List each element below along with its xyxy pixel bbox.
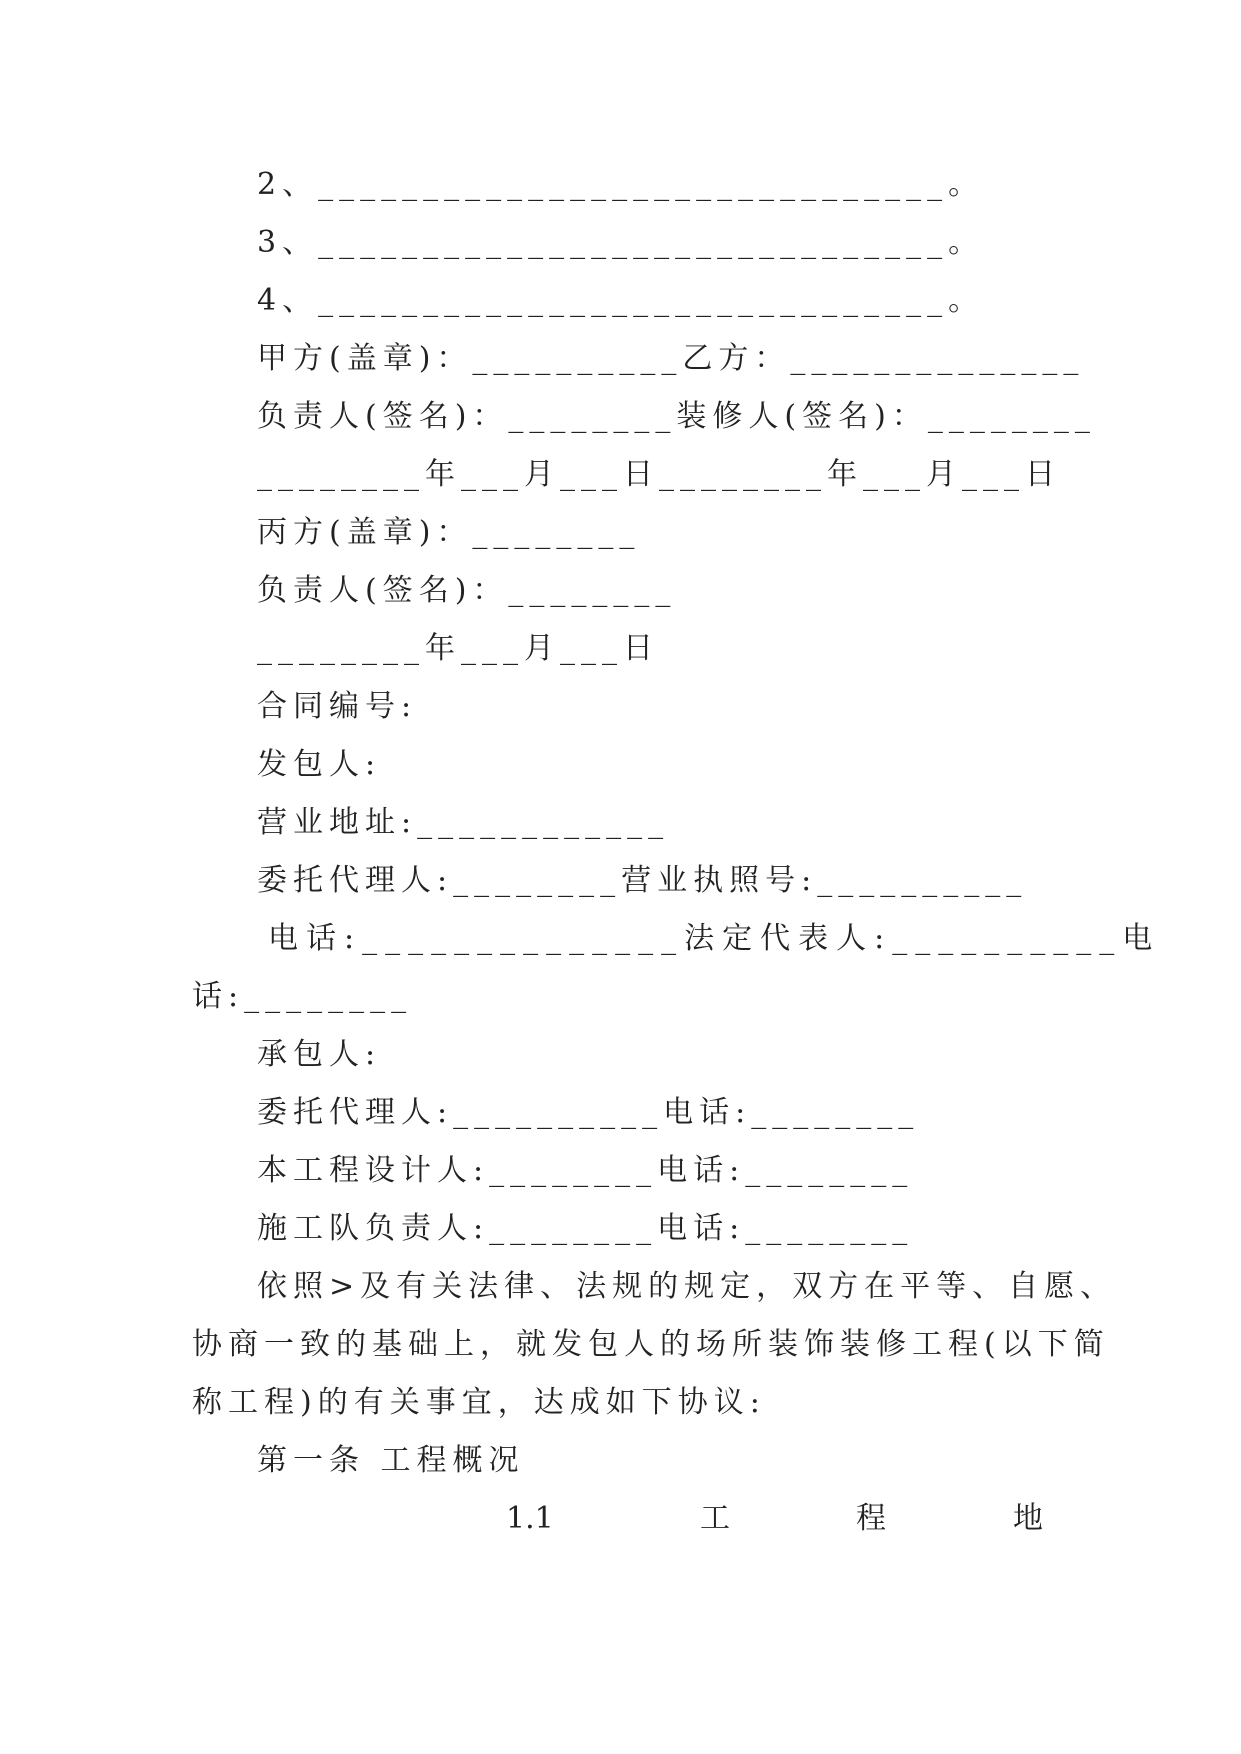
legal-rep-label: 法定代表人:__________ (684, 921, 1123, 956)
designer-phone: 本工程设计人:________电话:________ (257, 1153, 914, 1188)
phone-legal-rep-row (268, 921, 1153, 956)
team-leader-phone: 施工队负责人:________电话:________ (257, 1211, 914, 1246)
clause-1-1-char-2: 程 (856, 1501, 886, 1536)
signature-responsible-c: 负责人(签名)：________ (257, 573, 677, 608)
phone-label-wrap: 电 (1122, 921, 1153, 956)
clause-1-1-number: 1.1 (506, 1501, 554, 1536)
phone-label: 电话:______________ (268, 921, 685, 956)
date-line-1: ________年___月___日________年___月___日 (257, 457, 1061, 492)
clause-1-1-char-1: 工 (700, 1501, 730, 1536)
paragraph-line-2: 协商一致的基础上，就发包人的场所装饰装修工程(以下简 (192, 1327, 1110, 1362)
business-address: 营业地址:____________ (257, 805, 670, 840)
paragraph-line-3: 称工程)的有关事宜，达成如下协议: (192, 1385, 766, 1420)
signature-responsible-decorator: 负责人(签名)：________装修人(签名)：________ (257, 399, 1096, 434)
agent-license: 委托代理人:________营业执照号:__________ (257, 863, 1028, 898)
article-1-heading: 第一条 工程概况 (257, 1443, 525, 1478)
contractor-label: 承包人: (257, 1037, 382, 1072)
contract-number-label: 合同编号: (257, 689, 418, 724)
list-item-2: 2、______________________________。 (257, 167, 985, 202)
paragraph-line-1: 依照>及有关法律、法规的规定，双方在平等、自愿、 (257, 1269, 1117, 1304)
signature-party-c: 丙方(盖章)：________ (257, 515, 641, 550)
signature-party-a-b: 甲方(盖章)：__________乙方：______________ (257, 341, 1085, 376)
date-line-2: ________年___月___日 (257, 631, 659, 666)
phone-continuation: 话:________ (192, 979, 413, 1014)
clause-1-1-char-3: 地 (1013, 1501, 1043, 1536)
list-item-3: 3、______________________________。 (257, 225, 985, 260)
contractor-agent-phone: 委托代理人:__________电话:________ (257, 1095, 920, 1130)
list-item-4: 4、______________________________。 (257, 283, 985, 318)
employer-label: 发包人: (257, 747, 382, 782)
